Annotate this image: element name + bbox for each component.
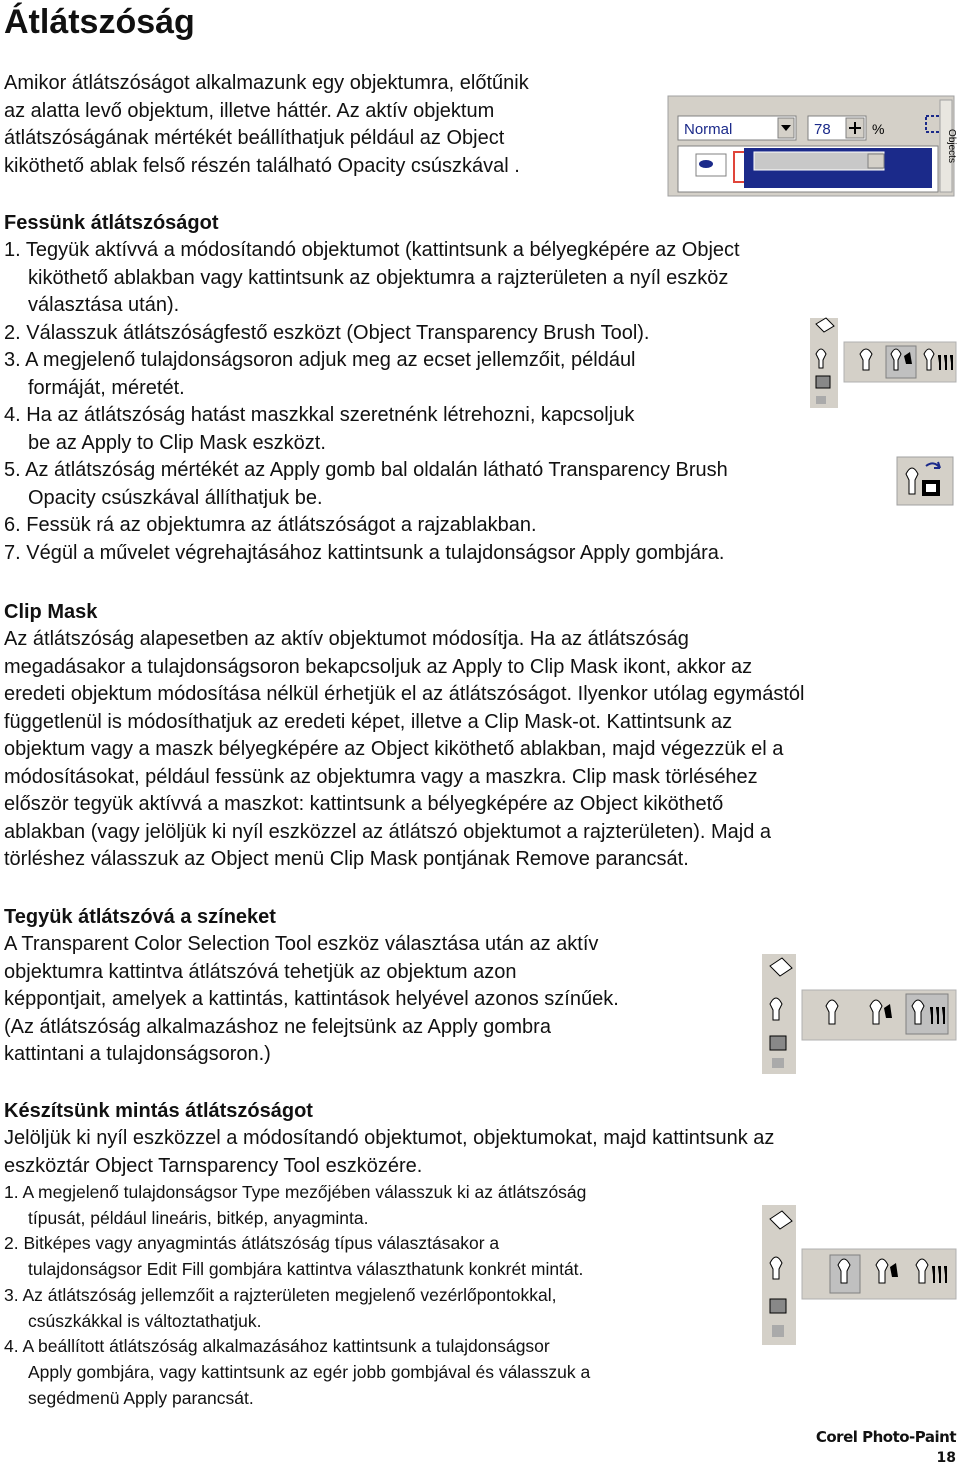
text-line: eredeti objektum módosítása nélkül érhetjük el az átlátszóságot. Ilyenkor utólag egymástól xyxy=(4,683,805,705)
text-line: kattintani a tulajdonságsoron.) xyxy=(4,1043,271,1065)
text-line: (Az átlátszóság alkalmazáshoz ne felejtsünk az Apply gombra xyxy=(4,1015,551,1038)
list-item: 2. Válasszuk átlátszóságfestő eszközt (Object Transparency Brush Tool). xyxy=(4,321,650,344)
list-item: 1. Tegyük aktívvá a módosítandó objektumot (kattintsunk a bélyegképére az Object kiköthető ablakban vagy kattintsunk az objektumra a rajzterületen a nyíl eszköz választása után). xyxy=(4,239,740,316)
list-item: 7. Végül a művelet végrehajtásához kattintsunk a tulajdonságsor Apply gombjára. xyxy=(4,541,725,564)
list-item: 4. A beállított átlátszóság alkalmazásához kattintsunk a tulajdonságsor Apply gombjára, vagy kattintsunk az egér jobb gombjával és válasszuk a segédmenü Apply parancsát. xyxy=(4,1336,591,1408)
text-line: objektumra kattintva átlátszóvá tehetjük az objektum azon xyxy=(4,960,517,983)
page-title: Átlátszóság xyxy=(4,3,195,41)
text-line: ablakban (vagy jelöljük ki nyíl eszközzel az átlátszó objektumot a rajzterületen). Majd a xyxy=(4,820,772,843)
text-line: függetlenül is módosíthatjuk az eredeti képet, illetve a Clip Mask-ot. Kattintsunk az xyxy=(4,710,733,733)
section-heading: Tegyük átlátszóvá a színeket xyxy=(4,906,276,928)
list-item: 1. A megjelenő tulajdonságsor Type mezőjében válasszuk ki az átlátszóság típusát, például lineáris, bitkép, anyagminta. xyxy=(4,1182,587,1228)
tool-icon[interactable] xyxy=(816,396,826,404)
text-line: objektum vagy a maszk bélyegképére az Object kiköthető ablakban, majd végezzük el a xyxy=(4,738,784,760)
text-line: megadásakor a tulajdonságsoron bekapcsoljuk az Apply to Clip Mask ikont, akkor az xyxy=(4,655,753,678)
text-line: módosításokat, például fessünk az objektumra vagy a maszkra. Clip mask törléséhez xyxy=(4,765,758,788)
tool-icon[interactable] xyxy=(772,1058,784,1068)
intro-line: az alatta levő objektum, illetve háttér. Az aktív objektum xyxy=(4,99,495,122)
text-line: először tegyük aktívvá a maszkot: kattintsunk a bélyegképére az Object kiköthető xyxy=(4,793,724,815)
intro-line: kiköthető ablak felső részén található Opacity csúszkával . xyxy=(4,154,520,177)
tab-objects-label: Objects xyxy=(946,129,957,163)
list-item: 3. A megjelenő tulajdonságsoron adjuk meg az ecset jellemzőit, például formáját, méretét. xyxy=(4,349,636,399)
text-line: A Transparent Color Selection Tool eszköz választása után az aktív xyxy=(4,933,599,955)
blend-mode-value: Normal xyxy=(684,121,733,138)
mask-icon[interactable] xyxy=(816,376,830,388)
section-transparent-colors xyxy=(4,903,754,1069)
apply-clip-mask-button[interactable] xyxy=(896,456,954,506)
text-line: Az átlátszóság alapesetben az aktív objektumot módosítja. Ha az átlátszóság xyxy=(4,628,689,650)
intro-line: átlátszóságának mértékét beállíthatjuk például az Object xyxy=(4,127,505,149)
section-clip-mask xyxy=(4,598,954,874)
tool-icon[interactable] xyxy=(772,1325,784,1337)
list-item: 6. Fessük rá az objektumra az átlátszóságot a rajzablakban. xyxy=(4,514,537,536)
object-docker-screenshot xyxy=(668,96,957,196)
intro-paragraph xyxy=(4,70,654,180)
section-paint-transparency xyxy=(4,209,884,567)
list-item: 4. Ha az átlátszóság hatást maszkkal szeretnénk létrehozni, kapcsoljuk be az Apply to Clip Mask eszközt. xyxy=(4,404,635,454)
list-item: 5. Az átlátszóság mértékét az Apply gomb bal oldalán látható Transparency Brush Opacity csúszkával állíthatjuk be. xyxy=(4,459,728,509)
mask-icon[interactable] xyxy=(770,1299,786,1313)
text-line: törléshez válasszuk az Object menü Clip Mask pontjának Remove parancsát. xyxy=(4,848,689,870)
footer-brand: Corel Photo-Paint xyxy=(815,1428,956,1446)
text-line: Jelöljük ki nyíl eszközzel a módosítandó objektumot, objektumokat, majd kattintsunk az xyxy=(4,1127,775,1149)
transparency-brush-toolbar-screenshot xyxy=(798,314,958,408)
color-transparency-toolbar-screenshot xyxy=(762,954,958,1074)
list-item: 3. Az átlátszóság jellemzőit a rajzterületen megjelenő vezérlőpontokkal, csúszkákkal is változtathatjuk. xyxy=(4,1284,557,1331)
text-line: eszköztár Object Tarnsparency Tool eszközére. xyxy=(4,1154,423,1177)
numbered-list xyxy=(4,1180,744,1411)
opacity-value: 78 xyxy=(814,121,831,138)
text-line: képpontjait, amelyek a kattintás, kattintások helyével azonos színűek. xyxy=(4,988,619,1010)
percent-sign: % xyxy=(872,121,885,137)
page-number: 18 xyxy=(936,1450,956,1466)
pattern-transparency-toolbar-screenshot xyxy=(762,1205,958,1345)
section-heading: Készítsünk mintás átlátszóságot xyxy=(4,1100,313,1122)
intro-line: Amikor átlátszóságot alkalmazunk egy objektumra, előtűnik xyxy=(4,72,529,94)
color-transparency-button[interactable] xyxy=(906,994,948,1034)
section-heading: Fessünk átlátszóságot xyxy=(4,212,219,234)
mask-icon[interactable] xyxy=(770,1036,786,1050)
list-item: 2. Bitképes vagy anyagmintás átlátszóság típus választásakor a tulajdonságsor Edit Fill gombjára kattintva választhatunk konkrét mintát. xyxy=(4,1233,584,1280)
section-heading: Clip Mask xyxy=(4,601,98,623)
